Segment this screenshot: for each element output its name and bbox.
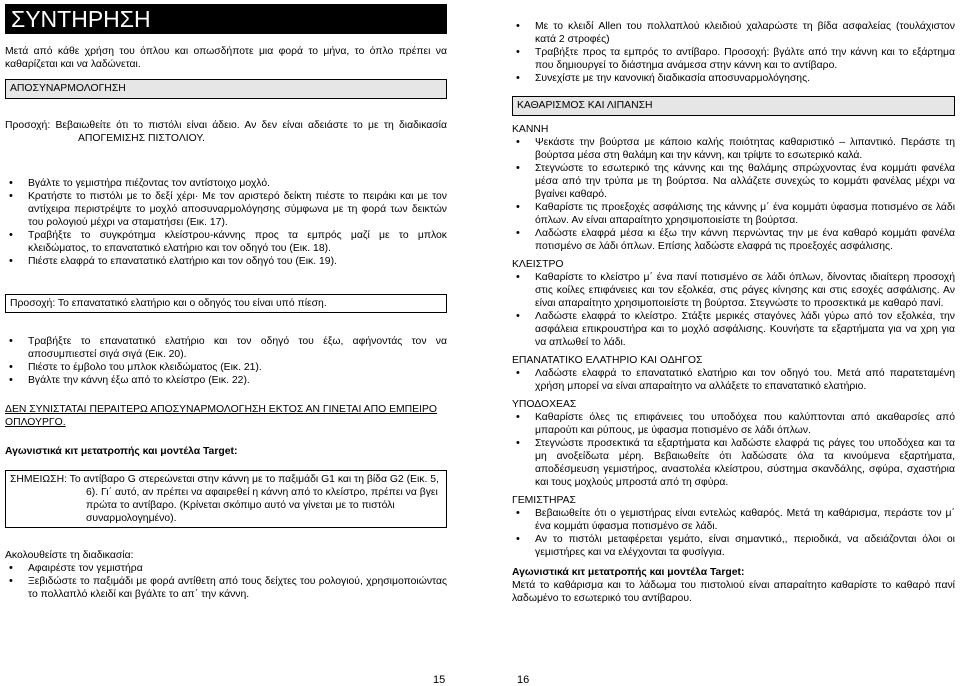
list-item: • Καθαρίστε όλες τις επιφάνειες του υποδόχεα που καλύπτονται από ακαθαρσίες από μπαρούτι και ρύπους, με ύφασμα ποτισμένο σε λάδι όπλων. (512, 411, 955, 437)
list-item: • Αν το πιστόλι μεταφέρεται γεμάτο, είναι σημαντικό,, περιοδικά, να αδειάζονται όλοι οι γεμιστήρες και να ελέγχονται τα φυσίγγια. (512, 533, 955, 559)
barrel-heading: ΚΑΝΝΗ (512, 124, 549, 135)
frame-list (512, 411, 955, 489)
warning-text: ΔΕΝ ΣΥΝΙΣΤΑΤΑΙ ΠΕΡΑΙΤΕΡΩ ΑΠΟΣΥΝΑΡΜΟΛΟΓΗΣΗ ΕΚΤΟΣ ΑΝ ΓΙΝΕΤΑΙ ΑΠΟ ΕΜΠΕΙΡΟ ΟΠΛΟΥΡΓΟ. (5, 404, 438, 428)
caution-spring-pressure: Προσοχή: Το επανατατικό ελατήριο και ο οδηγός του είναι υπό πίεση. (5, 294, 447, 313)
list-item: • Κρατήστε το πιστόλι με το δεξί χέρι· Με τον αριστερό δείκτη πιέστε το πειράκι και με τον αντίχειρα περιστρέψτε το μοχλό αποσυναρμολόγησης σύμφωνα με τη φορά των δεικτών του ρολογιού μέχρι να σταματήσει (Εικ. 17). (5, 190, 447, 229)
list-item: • Βεβαιωθείτε ότι ο γεμιστήρας είναι εντελώς καθαρός. Μετά τη καθάρισμα, περάστε τον μ΄ ένα κομμάτι ύφασμα ποτισμένο σε λάδι. (512, 507, 955, 533)
disassembly-steps-list-2 (5, 335, 447, 387)
list-item: • Με το κλειδί Allen του πολλαπλού κλειδιού χαλαρώστε τη βίδα ασφαλείας (τουλάχιστον κατά 2 στροφές) (512, 20, 955, 46)
list-item: • Λαδώστε ελαφρά μέσα κι έξω την κάννη περνώντας την με ένα καθαρό κομμάτι φανέλα ποτισμένο σε λάδι όπλων. Επίσης λαδώστε ελαφρά τις προεξοχές ασφάλισης. (512, 227, 955, 253)
list-item: • Στεγνώστε προσεκτικά τα εξαρτήματα και λαδώστε ελαφρά τις ράγες του υποδόχεα και τα μη ανοξείδωτα μέρη. Βεβαιωθείτε ότι λαδώσατε όλα τα κινούμενα εξαρτήματα, αποδέσμευση γεμιστήρος, αναστολέα κλείστρου, σύστημα σκανδάλης, σφύρα, σχαστήρια και τους μοχλούς μπροστά από τη σφύρα. (512, 437, 955, 489)
intro-text: Μετά από κάθε χρήση του όπλου και οπωσδήποτε μια φορά το μήνα, το όπλο πρέπει να καθαρίζεται και να λαδώνεται. (5, 46, 447, 70)
list-item: • Λαδώστε ελαφρά το επανατατικό ελατήριο και τον οδηγό του. Μετά από παρατεταμένη χρήση μπορεί να είναι απαραίτητο να αλλάξετε το επανατατικό ελατήριο. (512, 367, 955, 393)
target-kit-heading: Αγωνιστικά κιτ μετατροπής και μοντέλα Target: (5, 446, 238, 457)
barrel-list (512, 136, 955, 253)
list-item: • Στεγνώστε το εσωτερικό της κάννης και της θαλάμης σπρώχνοντας ένα κομμάτι φανέλα μέσα από την τρύπα με τη βούρτσα. Να αλλάζετε συνεχώς το κομμάτι φανέλας μέχρι να βγαίνει καθαρό. (512, 162, 955, 201)
slide-heading: ΚΛΕΙΣΤΡΟ (512, 259, 564, 270)
list-item: • Τραβήξτε προς τα εμπρός το αντίβαρο. Προσοχή: βγάλτε από την κάννη και το εξάρτημα που δημιουργεί το διάστημα ανάμεσα στην κάννη και το αντίβαρο. (512, 46, 955, 72)
page-number-right: 16 (517, 674, 530, 686)
right-page (512, 0, 955, 605)
section-heading-disassembly: ΑΠΟΣΥΝΑΡΜΟΛΟΓΗΣΗ (5, 79, 447, 99)
frame-heading: ΥΠΟΔΟΧΕΑΣ (512, 399, 577, 410)
spring-heading: ΕΠΑΝΑΤΑΤΙΚΟ ΕΛΑΤΗΡΙΟ ΚΑΙ ΟΔΗΓΟΣ (512, 355, 703, 366)
section-heading-cleaning: ΚΑΘΑΡΙΣΜΟΣ ΚΑΙ ΛΙΠΑΝΣΗ (512, 96, 955, 116)
follow-procedure-text: Ακολουθείστε τη διαδικασία: (5, 550, 134, 561)
list-item: • Καθαρίστε τις προεξοχές ασφάλισης της κάννης μ΄ ένα κομμάτι ύφασμα ποτισμένο σε λάδι όπλων. Αν είναι απαραίτητο χρησιμοποιείστε τη βούρτσα. (512, 201, 955, 227)
counterweight-steps-list-cont (512, 20, 955, 85)
note-text: ΣΗΜΕΙΩΣΗ: Το αντίβαρο G στερεώνεται στην κάννη με το παξιμάδι G1 και τη βίδα G2 (Εικ. 5, 6). Γι΄ αυτό, αν πρέπει να αφαιρεθεί η κάννη από το κλείστρο, πρέπει να βγει πρώτα το αντίβαρο. (Κρίνεται σκόπιμο αυτό να γίνεται με το πιστόλι συναρμολογημένο). (10, 474, 439, 524)
list-item: • Λαδώστε ελαφρά το κλείστρο. Στάξτε μερικές σταγόνες λάδι γύρω από τον εξολκέα, την ασφάλεια επικρουστήρα και το μοχλό ασφάλισης. Κουνήστε τα εξαρτήματα για να χρη για να απλωθεί το λάδι. (512, 310, 955, 349)
list-item: • Πιέστε ελαφρά το επανατατικό ελατήριο και τον οδηγό του (Εικ. 19). (5, 255, 447, 268)
list-item: • Τραβήξτε το επανατατικό ελατήριο και τον οδηγό του έξω, αφήνοντάς τον να αποσυμπιεστεί σιγά σιγά (Εικ. 20). (5, 335, 447, 361)
counterweight-steps-list (5, 562, 447, 601)
list-item: • Βγάλτε την κάννη έξω από το κλείστρο (Εικ. 22). (5, 374, 447, 387)
page-title: ΣΥΝΤΗΡΗΣΗ (5, 4, 447, 34)
slide-list (512, 271, 955, 349)
disassembly-steps-list (5, 177, 447, 268)
spring-list (512, 367, 955, 393)
list-item: • Πιέστε το έμβολο του μπλοκ κλειδώματος (Εικ. 21). (5, 361, 447, 374)
list-item: • Συνεχίστε με την κανονική διαδικασία αποσυναρμολόγησης. (512, 72, 955, 85)
list-item: • Αφαιρέστε τον γεμιστήρα (5, 562, 447, 575)
magazine-heading: ΓΕΜΙΣΤΗΡΑΣ (512, 495, 576, 506)
page-number-left: 15 (433, 674, 446, 686)
magazine-list (512, 507, 955, 559)
note-box (5, 470, 447, 528)
list-item: • Ξεβιδώστε το παξιμάδι με φορά αντίθετη από τους δείχτες του ρολογιού, χρησιμοποιώντας το πολλαπλό κλειδί και βγάλτε το απ΄ την κάννη. (5, 575, 447, 601)
caution-unload: Προσοχή: Βεβαιωθείτε ότι το πιστόλι είναι άδειο. Αν δεν είναι αδειάστε το με τη διαδικασία ΑΠΟΓΕΜΙΣΗΣ ΠΙΣΤΟΛΙΟΥ. (5, 120, 447, 144)
list-item: • Βγάλτε το γεμιστήρα πιέζοντας τον αντίστοιχο μοχλό. (5, 177, 447, 190)
target-kit-text: Μετά το καθάρισμα και το λάδωμα του πιστολιού είναι απαραίτητο καθαρίστε το καθαρό πανί λαδωμένο το εσωτερικό του αντίβαρου. (512, 580, 955, 604)
list-item: • Ψεκάστε την βούρτσα με κάποιο καλής ποιότητας καθαριστικό – λιπαντικό. Περάστε τη βούρτσα μέσα στη θαλάμη και την κάννη, και τρίψτε το εσωτερικό καλά. (512, 136, 955, 162)
left-page (5, 0, 447, 601)
list-item: • Τραβήξτε το συγκρότημα κλείστρου-κάννης προς τα εμπρός μαζί με το μπλοκ κλειδώματος, το επανατατικό ελατήριο και τον οδηγό του (Εικ. 18). (5, 229, 447, 255)
list-item: • Καθαρίστε το κλείστρο μ΄ ένα πανί ποτισμένο σε λάδι όπλων, δίνοντας ιδιαίτερη προσοχή στις κοίλες επιφάνειες και τον εξολκέα, στις ράγες κίνησης και στις εσοχές ασφάλισης. Αν είναι απαραίτητο χρησιμοποιείστε τη βούρτσα. Στεγνώστε το προσεκτικά με καθαρό πανί. (512, 271, 955, 310)
target-kit-heading-right: Αγωνιστικά κιτ μετατροπής και μοντέλα Target: (512, 567, 745, 578)
